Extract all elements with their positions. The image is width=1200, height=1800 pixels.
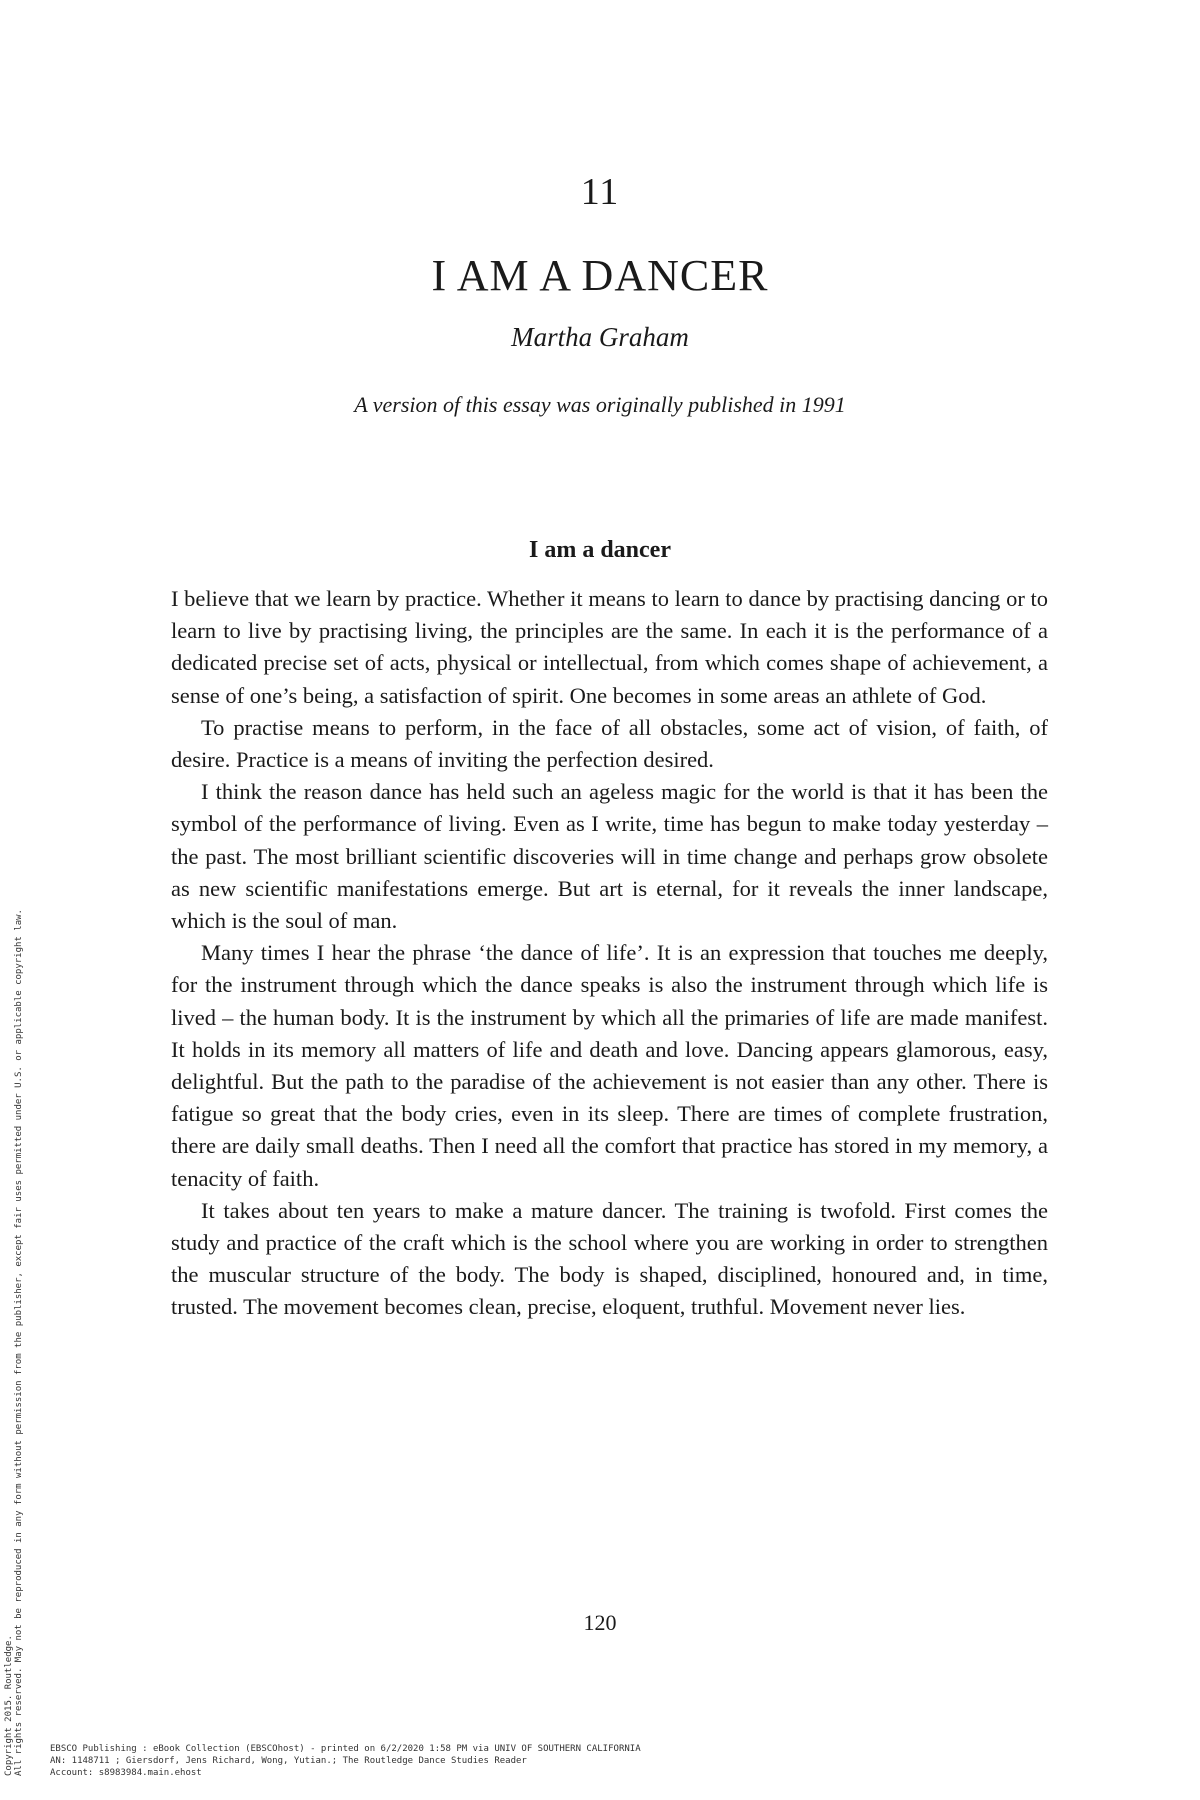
source-footer-line: EBSCO Publishing : eBook Collection (EBSCOhost) - printed on 6/2/2020 1:58 PM via UNIV OF SOUTHERN CALIFORNIA bbox=[50, 1744, 641, 1754]
chapter-author: Martha Graham bbox=[511, 322, 689, 352]
paragraph: I believe that we learn by practice. Whether it means to learn to dance by practising dancing or to learn to live by practising living, the principles are the same. In each it is the performance of a dedicated precise set of acts, physical or intellectual, from which comes shape of achievement, a sense of one’s being, a satisfaction of spirit. One becomes in some areas an athlete of God. bbox=[171, 586, 1048, 708]
source-footer-line: Account: s8983984.main.ehost bbox=[50, 1768, 202, 1778]
copyright-line: All rights reserved. May not be reproduced in any form without permission from the publisher, except fair uses permitted under U.S. or applicable copyright law. bbox=[14, 909, 24, 1776]
copyright-notice bbox=[4, 586, 24, 1776]
publication-note: A version of this essay was originally published in 1991 bbox=[354, 392, 846, 417]
chapter-number: 11 bbox=[580, 171, 620, 213]
copyright-line: Copyright 2015. Routledge. bbox=[4, 1635, 14, 1776]
chapter-title: I AM A DANCER bbox=[431, 251, 769, 300]
source-footer-line: AN: 1148711 ; Giersdorf, Jens Richard, Wong, Yutian.; The Routledge Dance Studies Reader bbox=[50, 1756, 527, 1766]
source-footer bbox=[50, 1743, 1050, 1779]
paragraph: To practise means to perform, in the face of all obstacles, some act of vision, of faith, of desire. Practice is a means of inviting the perfection desired. bbox=[171, 714, 1048, 773]
paragraph: I think the reason dance has held such an ageless magic for the world is that it has been the symbol of the performance of living. Even as I write, time has begun to make today yesterday – the past. The most brilliant scientific discoveries will in time change and perhaps grow obsolete as new scientific manifestations emerge. But art is eternal, for it reveals the inner landscape, which is the soul of man. bbox=[171, 779, 1048, 934]
paragraph: It takes about ten years to make a mature dancer. The training is twofold. First comes the study and practice of the craft which is the school where you are working in order to strengthen the muscular structure of the body. The body is shaped, disciplined, honoured and, in time, trusted. The movement becomes clean, precise, eloquent, truthful. Movement never lies. bbox=[171, 1197, 1048, 1320]
page-number: 120 bbox=[583, 1610, 617, 1635]
section-heading: I am a dancer bbox=[529, 537, 671, 563]
essay-body bbox=[171, 583, 1048, 1324]
paragraph: Many times I hear the phrase ‘the dance of life’. It is an expression that touches me deeply, for the instrument through which the dance speaks is also the instrument through which life is lived – the human body. It is the instrument by which all the primaries of life are made manifest. It holds in its memory all matters of life and death and love. Dancing appears glamorous, easy, delightful. But the path to the paradise of the achievement is not easier than any other. There is fatigue so great that the body cries, even in its sleep. There are times of complete frustration, there are daily small deaths. Then I need all the comfort that practice has stored in my memory, a tenacity of faith. bbox=[171, 940, 1048, 1191]
